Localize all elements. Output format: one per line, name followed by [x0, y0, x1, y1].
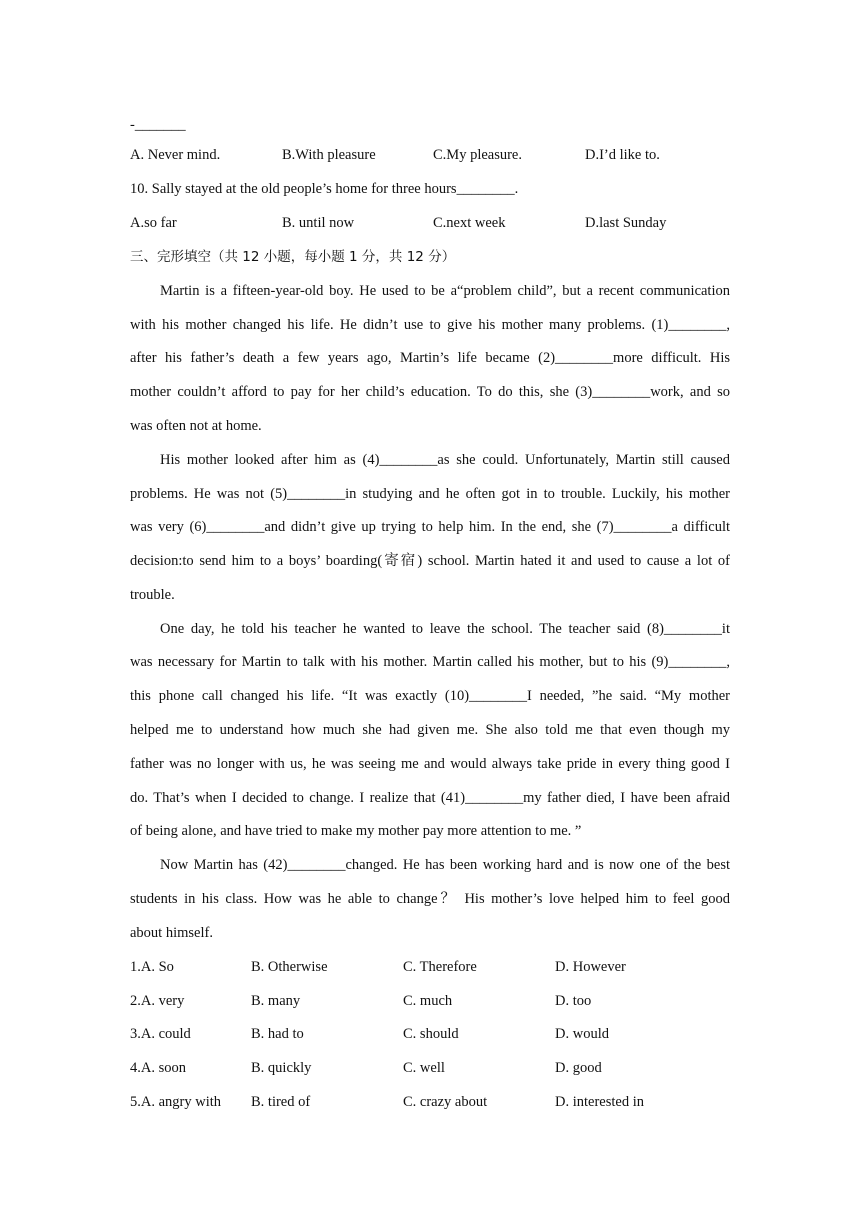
answer-option: 3.A. could [130, 1026, 191, 1042]
passage-line: with his mother changed his life. He didn’t use to give his mother many problems. (1)________, [130, 317, 730, 333]
passage-line: father was no longer with us, he was seeing me and would always take pride in every thing good I [130, 756, 730, 772]
answer-option: C. should [403, 1026, 459, 1042]
option-d: D.last Sunday [585, 215, 667, 231]
option-a: A. Never mind. [130, 147, 221, 163]
option-b: B.With pleasure [282, 147, 376, 163]
answer-option: D. However [555, 959, 626, 975]
answer-option: 4.A. soon [130, 1060, 186, 1076]
passage-line: Martin is a fifteen-year-old boy. He used to be a“problem child”, but a recent communication [160, 283, 730, 299]
answer-option: B. had to [251, 1026, 304, 1042]
passage-line: problems. He was not (5)________in studying and he often got in to trouble. Luckily, his mother [130, 486, 730, 502]
answer-option: C. much [403, 993, 453, 1009]
answer-option: D. would [555, 1026, 609, 1042]
answer-option: 2.A. very [130, 993, 185, 1009]
answer-option: B. Otherwise [251, 959, 328, 975]
answer-option: 1.A. So [130, 959, 174, 975]
answer-option: B. tired of [251, 1094, 311, 1110]
answer-option: B. many [251, 993, 301, 1009]
answer-option: D. good [555, 1060, 602, 1076]
passage-line: was very (6)________and didn’t give up trying to help him. In the end, she (7)________a difficult [130, 519, 730, 535]
question-10-stem: 10. Sally stayed at the old people’s home for three hours________. [130, 181, 519, 197]
passage-line: decision:to send him to a boys’ boarding(寄宿) school. Martin hated it and used to cause a lot of [130, 553, 730, 569]
answer-option: 5.A. angry with [130, 1094, 222, 1110]
passage-line: His mother looked after him as (4)________as she could. Unfortunately, Martin still caused [160, 452, 730, 468]
answer-option: C. crazy about [403, 1094, 488, 1110]
option-d: D.I’d like to. [585, 147, 660, 163]
passage-line: this phone call changed his life. “It was exactly (10)________I needed, ”he said. “My mother [130, 688, 730, 704]
passage-line: helped me to understand how much she had given me. She also told me that even though my [130, 722, 730, 738]
passage-line: of being alone, and have tried to make my mother pay more attention to me. ” [130, 823, 582, 839]
answer-option: D. too [555, 993, 592, 1009]
passage-line: Now Martin has (42)________changed. He has been working hard and is now one of the best [160, 857, 730, 873]
option-c: C.My pleasure. [433, 147, 522, 163]
section-heading: 三、完形填空（共 12 小题，每小题 1 分，共 12 分） [130, 249, 456, 265]
passage-line: about himself. [130, 925, 213, 941]
passage-line: trouble. [130, 587, 175, 603]
answer-option: C. Therefore [403, 959, 477, 975]
option-c: C.next week [433, 215, 506, 231]
answer-option: C. well [403, 1060, 445, 1076]
option-a: A.so far [130, 215, 177, 231]
answer-option: B. quickly [251, 1060, 312, 1076]
passage-line: was often not at home. [130, 418, 262, 434]
passage-line: was necessary for Martin to talk with his mother. Martin called his mother, but to his (9)________, [130, 654, 730, 670]
answer-option: D. interested in [555, 1094, 644, 1110]
passage-line: after his father’s death a few years ago, Martin’s life became (2)________more difficult. His [130, 350, 730, 366]
option-b: B. until now [282, 215, 355, 231]
passage-line: students in his class. How was he able to change？ His mother’s love helped him to feel good [130, 891, 730, 907]
passage-line: do. That’s when I decided to change. I realize that (41)________my father died, I have been afraid [130, 790, 730, 806]
passage-line: One day, he told his teacher he wanted to leave the school. The teacher said (8)________it [160, 621, 730, 637]
passage-line: mother couldn’t afford to pay for her child’s education. To do this, she (3)________work, and so [130, 384, 730, 400]
question-9-blank: -_______ [130, 117, 186, 133]
